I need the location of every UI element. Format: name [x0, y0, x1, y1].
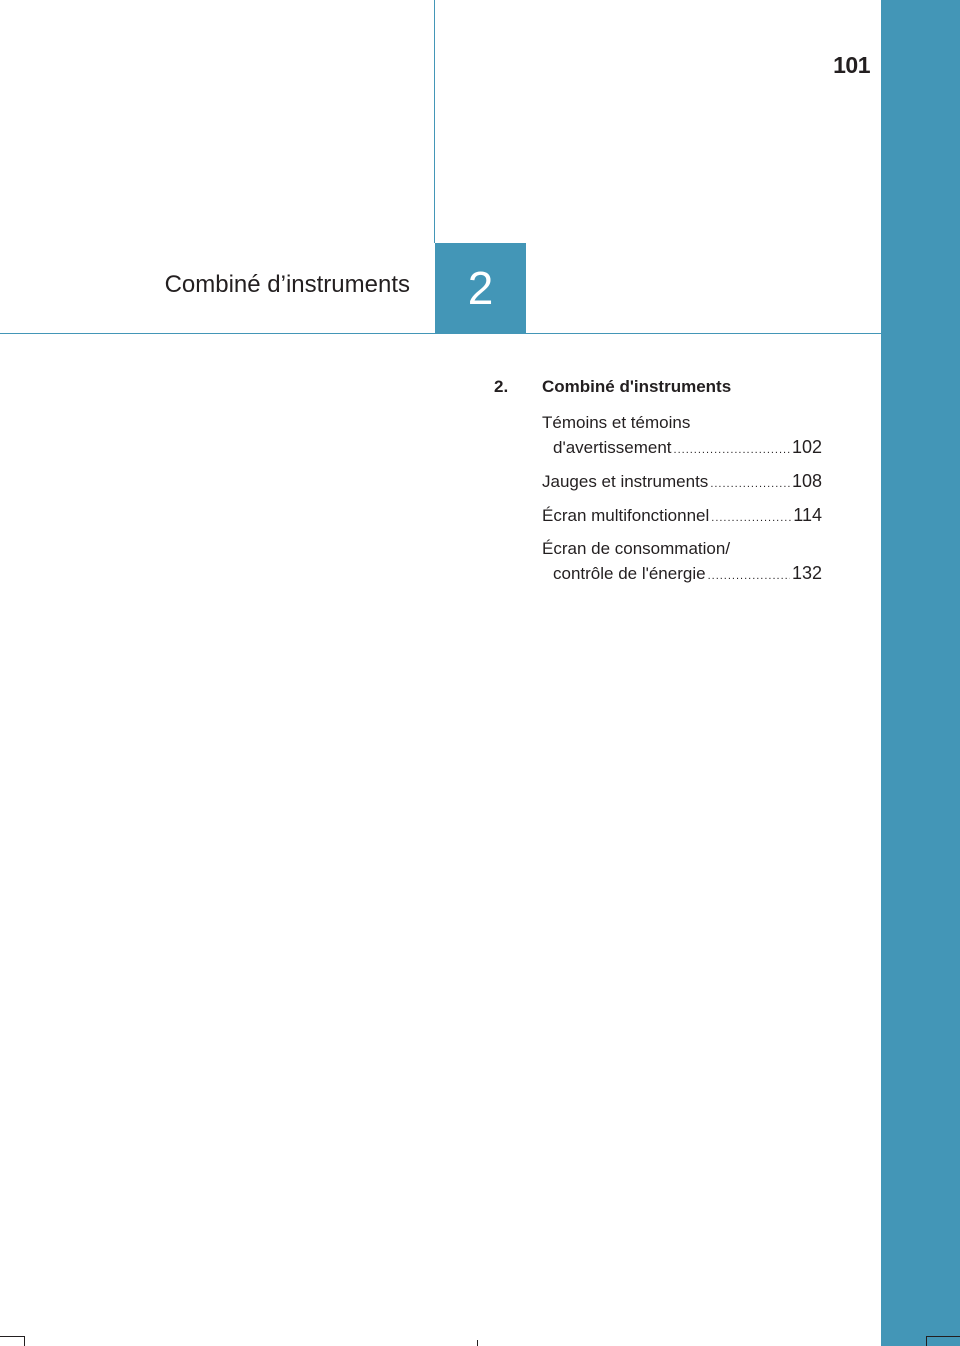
leader-dots — [708, 564, 790, 588]
crop-mark — [477, 1340, 478, 1346]
vertical-divider — [434, 0, 435, 243]
chapter-number-box: 2 — [435, 243, 526, 334]
toc-entry-label: contrôle de l'énergie — [553, 564, 706, 583]
toc-entry-ecran-multifonctionnel[interactable] — [542, 503, 822, 530]
chapter-title: Combiné d’instruments — [164, 271, 410, 298]
page-number: 101 — [833, 52, 870, 78]
toc-entry-page: 102 — [791, 437, 822, 457]
toc-entry-page: 132 — [791, 563, 822, 583]
crop-mark — [926, 1336, 960, 1337]
leader-dots — [674, 438, 790, 462]
toc-entry-label: Écran de consommation/ — [542, 539, 731, 558]
toc-entry-label: Témoins et témoins — [542, 413, 691, 432]
table-of-contents — [494, 377, 824, 595]
crop-mark — [926, 1336, 927, 1346]
toc-entry-page: 108 — [791, 471, 822, 491]
toc-entry-temoins[interactable] — [542, 411, 822, 462]
toc-entry-label: d'avertissement — [553, 438, 672, 457]
toc-entry-page: 114 — [793, 505, 822, 525]
toc-entry-ecran-consommation[interactable] — [542, 537, 822, 588]
toc-entries — [542, 411, 822, 588]
toc-section-title: Combiné d'instruments — [542, 377, 732, 396]
toc-section-number: 2. — [494, 377, 509, 396]
toc-entry-label: Écran multifonctionnel — [542, 506, 710, 525]
side-tab-bar — [881, 0, 960, 1346]
toc-entry-jauges[interactable] — [542, 469, 822, 496]
crop-mark — [24, 1336, 25, 1346]
leader-dots — [710, 472, 790, 496]
leader-dots — [711, 506, 791, 530]
toc-entry-label: Jauges et instruments — [542, 472, 709, 491]
toc-section-heading — [494, 377, 824, 403]
crop-mark — [0, 1336, 24, 1337]
